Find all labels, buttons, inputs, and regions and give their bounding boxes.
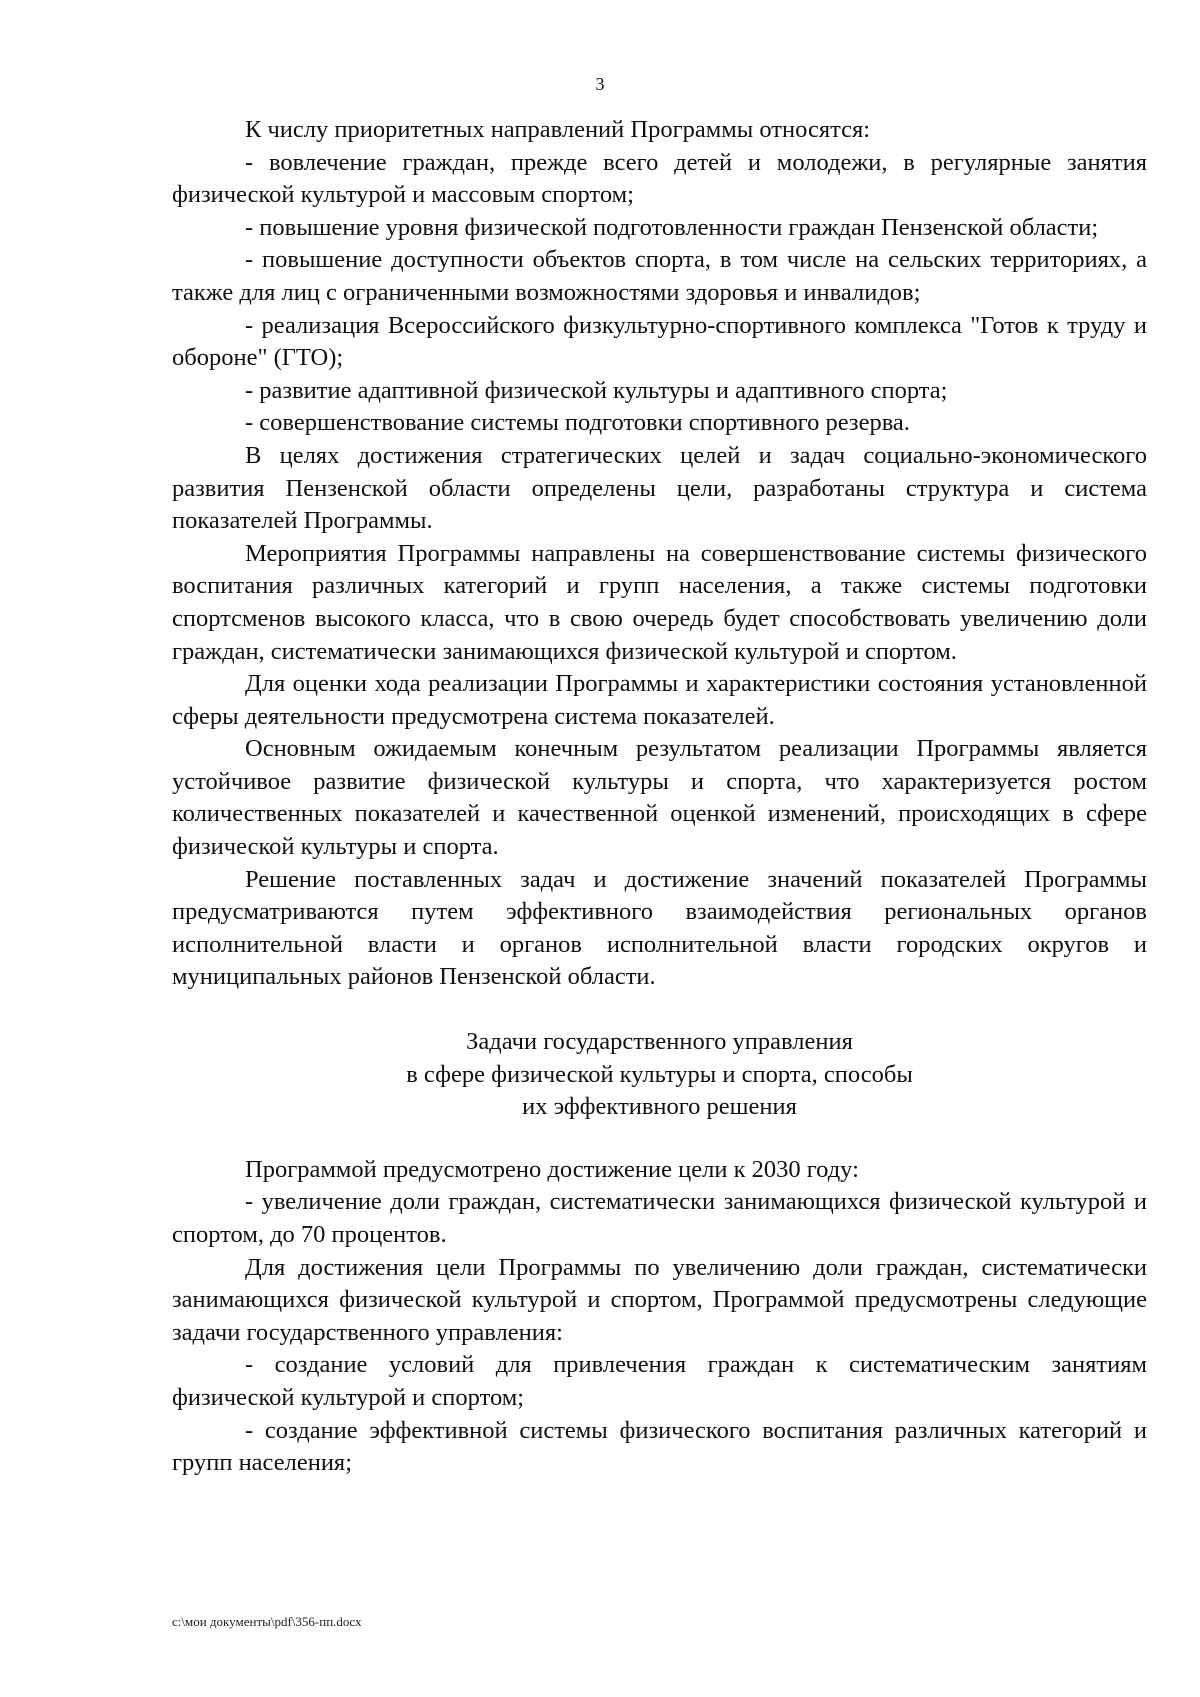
paragraph-strategic-goals: В целях достижения стратегических целей и задач социально-экономического развития Пензенской области определены цели, разработаны структура и система показателей Программы. xyxy=(172,441,1147,535)
document-body xyxy=(172,114,1147,1480)
section-heading-line: Задачи государственного управления xyxy=(466,1028,853,1056)
section-heading-line: в сфере физической культуры и спорта, способы xyxy=(406,1060,913,1088)
paragraph-priority-gto: - реализация Всероссийского физкультурно-спортивного комплекса "Готов к труду и обороне" (ГТО); xyxy=(172,311,1147,372)
paragraph-priority-involvement: - вовлечение граждан, прежде всего детей и молодежи, в регулярные занятия физической культурой и массовым спортом; xyxy=(172,148,1147,209)
paragraph-priority-reserve: - совершенствование системы подготовки спортивного резерва. xyxy=(245,409,910,437)
paragraph-priorities-intro: К числу приоритетных направлений Программы относятся: xyxy=(245,116,871,143)
footer-file-path: c:\мои документы\pdf\356-пп.docx xyxy=(172,1614,362,1629)
paragraph-priority-adaptive-sport: - развитие адаптивной физической культуры и адаптивного спорта; xyxy=(245,376,948,404)
page-number: 3 xyxy=(595,74,605,94)
paragraph-goal-70-percent: - увеличение доли граждан, систематически занимающихся физической культурой и спортом, до 70 процентов. xyxy=(172,1188,1147,1248)
section-heading xyxy=(172,1026,1147,1124)
paragraph-goal-2030: Программой предусмотрено достижение цели к 2030 году: xyxy=(245,1155,859,1183)
paragraph-indicators: Для оценки хода реализации Программы и характеристики состояния установленной сферы деятельности предусмотрена система показателей. xyxy=(172,670,1147,730)
paragraph-priority-fitness-level: - повышение уровня физической подготовленности граждан Пензенской области; xyxy=(245,213,1099,241)
paragraph-expected-result: Основным ожидаемым конечным результатом реализации Программы является устойчивое развитие физической культуры и спорта, что характеризуется ростом количественных показателей и качественной оценкой изменений, происходящих в сфере физической культуры и спорта. xyxy=(172,735,1147,861)
paragraph-tasks-intro: Для достижения цели Программы по увеличению доли граждан, систематически занимающихся физической культурой и спортом, Программой предусмотрены следующие задачи государственного управления: xyxy=(172,1253,1147,1346)
paragraph-task-conditions: - создание условий для привлечения граждан к систематическим занятиям физической культурой и спортом; xyxy=(172,1351,1147,1411)
paragraph-interaction: Решение поставленных задач и достижение значений показателей Программы предусматриваются путем эффективного взаимодействия региональных органов исполнительной власти и органов исполнительной власти городских округов и муниципальных районов Пензенской области. xyxy=(172,865,1147,991)
paragraph-task-education-system: - создание эффективной системы физического воспитания различных категорий и групп населения; xyxy=(172,1416,1147,1477)
paragraph-program-measures: Мероприятия Программы направлены на совершенствование системы физического воспитания различных категорий и групп населения, а также системы подготовки спортсменов высокого класса, что в свою очередь будет способствовать увеличению доли граждан, систематически занимающихся физической культурой и спортом. xyxy=(172,539,1147,665)
paragraph-priority-accessibility: - повышение доступности объектов спорта, в том числе на сельских территориях, а также для лиц с ограниченными возможностями здоровья и инвалидов; xyxy=(172,246,1147,306)
section-heading-line: их эффективного решения xyxy=(522,1093,797,1121)
